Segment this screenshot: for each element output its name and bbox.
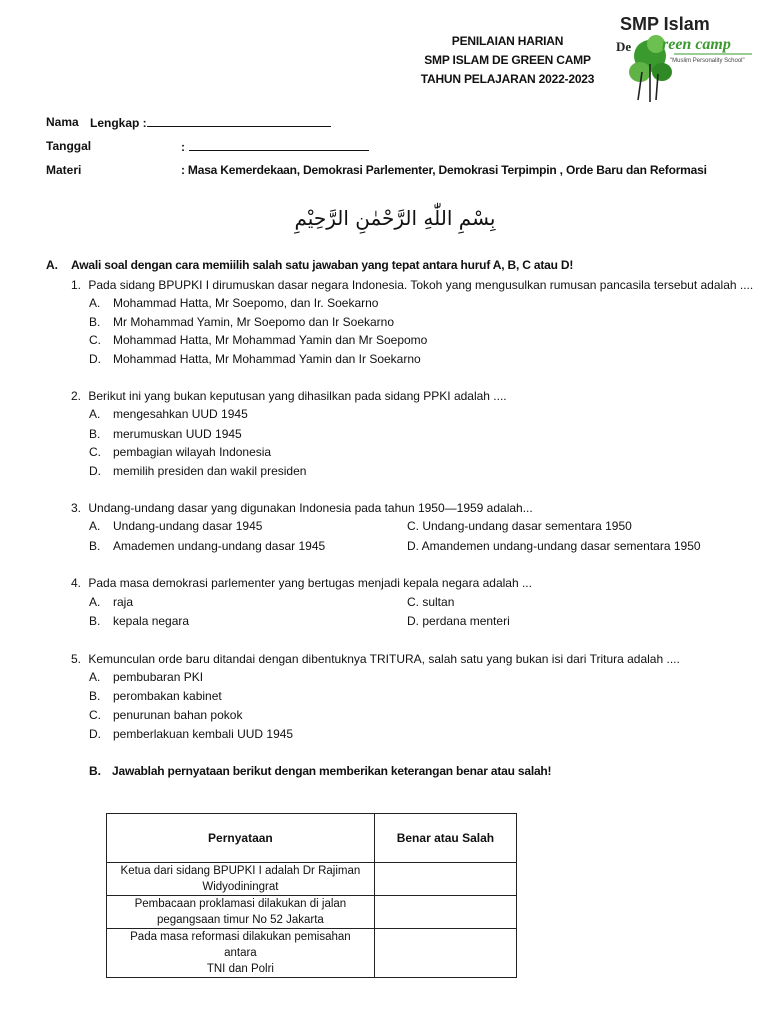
statement-table	[106, 813, 517, 978]
q3-option-c: C. Undang-undang dasar sementara 1950	[407, 519, 632, 533]
q4-option-c: C. sultan	[407, 595, 455, 609]
q5-option-c: C. penurunan bahan pokok	[89, 708, 243, 722]
table-header-row	[107, 814, 517, 863]
exam-header	[420, 32, 595, 89]
school-logo	[612, 14, 757, 106]
answer-cell[interactable]	[374, 863, 516, 896]
q2-option-d: D. memilih presiden dan wakil presiden	[89, 464, 307, 478]
nama-input-line	[147, 115, 331, 127]
table-row	[107, 929, 517, 978]
q1-option-c: C. Mohammad Hatta, Mr Mohammad Yamin dan Mr Soepomo	[89, 333, 428, 347]
tanggal-input-line	[189, 139, 369, 151]
section-a-letter: A.	[46, 258, 58, 272]
statement-cell: Pada masa reformasi dilakukan pemisahan antara TNI dan Polri	[107, 929, 375, 978]
q1-option-a: A. Mohammad Hatta, Mr Soepomo, dan Ir. Soekarno	[89, 296, 379, 310]
q2-option-a: A. mengesahkan UUD 1945	[89, 407, 248, 421]
header-title: PENILAIAN HARIAN	[451, 34, 564, 48]
statement-cell: Pembacaan proklamasi dilakukan di jalan pegangsaan timur No 52 Jakarta	[107, 896, 375, 929]
q5-option-d: D. pemberlakuan kembali UUD 1945	[89, 727, 294, 741]
lengkap-label: Lengkap :	[90, 115, 331, 130]
logo-tagline: "Muslim Personality School"	[670, 58, 745, 64]
q3-option-b: B. Amademen undang-undang dasar 1945	[89, 539, 326, 553]
q3-option-a: A. Undang-undang dasar 1945	[89, 519, 263, 533]
materi-value: : Masa Kemerdekaan, Demokrasi Parlementer, Demokrasi Terpimpin , Orde Baru dan Reformasi	[181, 163, 707, 177]
q2-option-b: B. merumuskan UUD 1945	[89, 427, 242, 441]
tanggal-field: :	[181, 139, 369, 154]
bismillah-calligraphy	[280, 200, 510, 236]
nama-label: Nama	[46, 115, 79, 129]
answer-cell[interactable]	[374, 929, 516, 978]
header-benar-salah: Benar atau Salah	[374, 814, 516, 863]
question-3: 3. Undang-undang dasar yang digunakan Indonesia pada tahun 1950—1959 adalah...	[71, 501, 533, 515]
answer-cell[interactable]	[374, 896, 516, 929]
question-5: 5. Kemunculan orde baru ditandai dengan dibentuknya TRITURA, salah satu yang bukan isi dari Tritura adalah ....	[71, 652, 680, 666]
logo-prefix: De	[616, 39, 632, 54]
q4-option-a: A. raja	[89, 595, 134, 609]
question-2: 2. Berikut ini yang bukan keputusan yang dihasilkan pada sidang PPKI adalah ....	[71, 389, 507, 403]
section-b-letter: B.	[89, 764, 101, 778]
statement-cell: Ketua dari sidang BPUPKI I adalah Dr Rajiman Widyodiningrat	[107, 863, 375, 896]
section-b-title: Jawablah pernyataan berikut dengan memberikan keterangan benar atau salah!	[112, 764, 552, 778]
logo-script: reen camp	[662, 36, 731, 53]
q3-option-d: D. Amandemen undang-undang dasar sementara 1950	[407, 539, 701, 553]
q1-option-d: D. Mohammad Hatta, Mr Mohammad Yamin dan Ir Soekarno	[89, 352, 421, 366]
question-1: 1. Pada sidang BPUPKI I dirumuskan dasar negara Indonesia. Tokoh yang mengusulkan rumusan pancasila tersebut adalah ....	[71, 278, 754, 292]
header-year: TAHUN PELAJARAN 2022-2023	[420, 72, 595, 86]
q1-option-b: B. Mr Mohammad Yamin, Mr Soepomo dan Ir Soekarno	[89, 315, 395, 329]
q4-option-b: B. kepala negara	[89, 614, 190, 628]
question-4: 4. Pada masa demokrasi parlementer yang bertugas menjadi kepala negara adalah ...	[71, 576, 532, 590]
q5-option-a: A. pembubaran PKI	[89, 670, 204, 684]
materi-label: Materi	[46, 163, 82, 177]
table-row	[107, 896, 517, 929]
section-a-title: Awali soal dengan cara memiilih salah satu jawaban yang tepat antara huruf A, B, C atau D!	[71, 258, 574, 272]
header-school: SMP ISLAM DE GREEN CAMP	[424, 53, 591, 67]
logo-title: SMP Islam	[620, 14, 710, 34]
tanggal-label: Tanggal	[46, 139, 92, 153]
header-pernyataan: Pernyataan	[107, 814, 375, 863]
q5-option-b: B. perombakan kabinet	[89, 689, 222, 703]
table-row	[107, 863, 517, 896]
q2-option-c: C. pembagian wilayah Indonesia	[89, 445, 272, 459]
q4-option-d: D. perdana menteri	[407, 614, 510, 628]
bismillah-text: بِسْمِ اللّٰهِ الرَّحْمٰنِ الرَّحِيْمِ	[294, 206, 496, 230]
